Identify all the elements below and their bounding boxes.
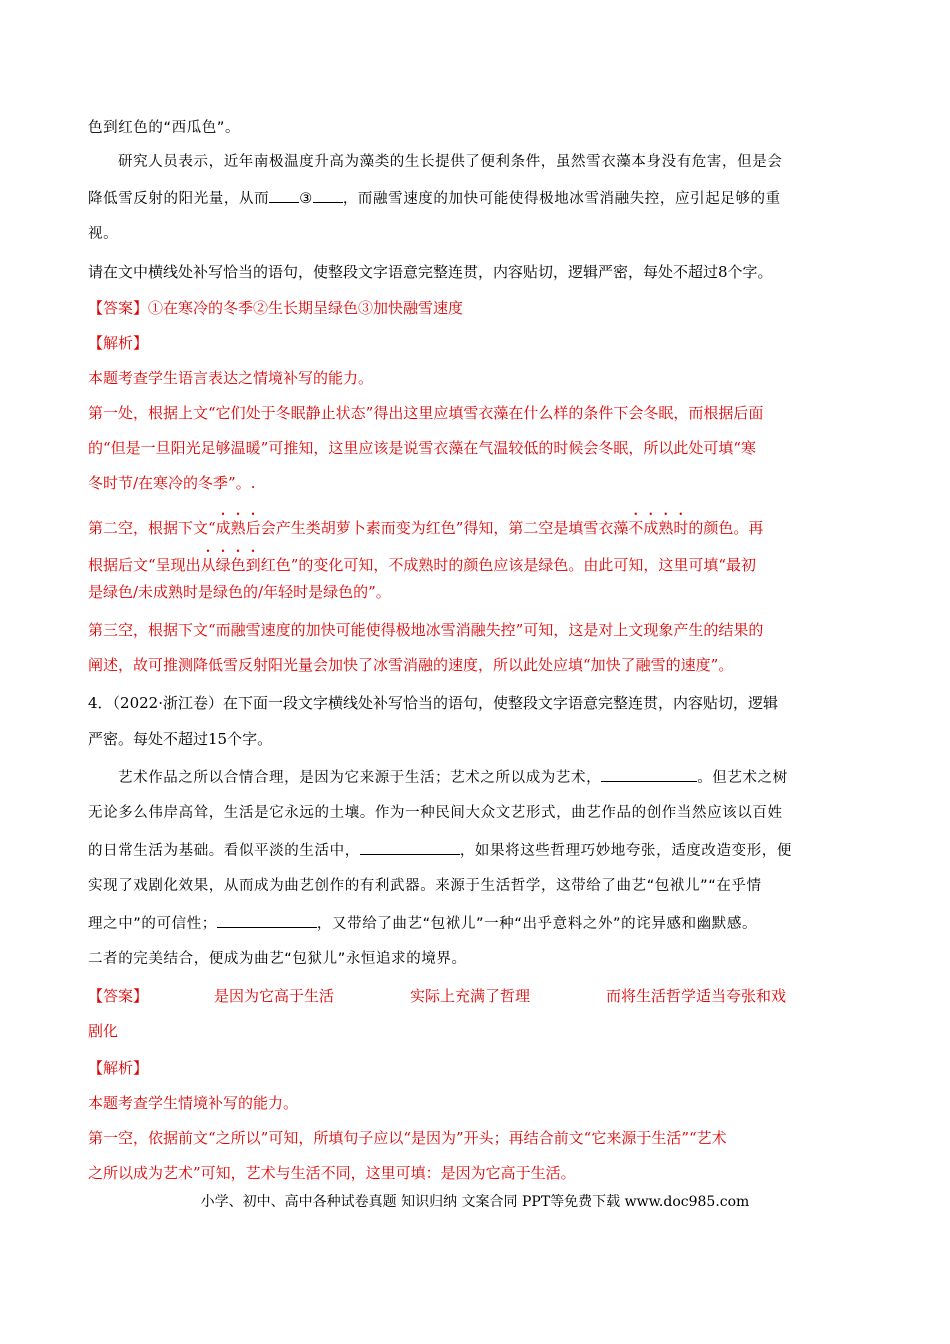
q4-para-line bbox=[88, 840, 792, 861]
analysis-line: 第一空，依据前文“之所以”可知，所填句子应以“是因为”开头；再结合前文“它来源于生活”“艺术 bbox=[88, 1129, 727, 1147]
analysis-line: 第三空，根据下文“而融雪速度的加快可能使得极地冰雪消融失控”可知，这是对上文现象产生的结果的 bbox=[88, 621, 764, 639]
q4-analysis-intro: 本题考查学生情境补写的能力。 bbox=[88, 1094, 299, 1112]
q4-answer-cont: 剧化 bbox=[88, 1022, 119, 1040]
emphasis-text: 成熟后 bbox=[215, 519, 261, 537]
emphasis-text: 从绿色到 bbox=[200, 556, 261, 574]
analysis-line: 的“但是一旦阳光足够温暖”可推知，这里应该是说雪衣藻在气温较低的时候会冬眠，所以此处可填“寒 bbox=[88, 439, 757, 457]
q3-analysis-tag: 【解析】 bbox=[88, 334, 149, 352]
answer-text: 是因为它高于生活 bbox=[214, 987, 335, 1005]
analysis-text: 第二空，根据下文“ bbox=[88, 519, 216, 537]
answer-tag: 【答案】 bbox=[88, 987, 149, 1005]
analysis-text: 红色”的变化可知，不成熟时的颜色应该是绿色。由此可知，这里可填“最初 bbox=[260, 556, 757, 574]
para-text: ，又带给了曲艺“包袱儿”一种“出乎意料之外”的诧异感和幽默感。 bbox=[316, 916, 758, 932]
blank-line bbox=[269, 188, 299, 203]
para-text: 艺术作品之所以合情合理，是因为它来源于生活；艺术之所以成为艺术， bbox=[118, 770, 602, 786]
answer-text: 实际上充满了哲理 bbox=[410, 987, 531, 1005]
q4-para-line: 无论多么伟岸高耸，生活是它永远的土壤。作为一种民间大众文艺形式，曲艺作品的创作当然应该以百姓 bbox=[88, 805, 783, 821]
analysis-line: 之所以成为艺术”可知，艺术与生活不同，这里可填：是因为它高于生活。 bbox=[88, 1164, 576, 1182]
blank-line bbox=[601, 767, 697, 782]
analysis-text: 的颜色。再 bbox=[688, 519, 764, 537]
para-line: 色到红色的“西瓜色”。 bbox=[88, 120, 241, 136]
analysis-line: 第一处，根据上文“它们处于冬眠静止状态”得出这里应填雪衣藻在什么样的条件下会冬眠，而根据后面 bbox=[88, 404, 764, 422]
para-line: 研究人员表示，近年南极温度升高为藻类的生长提供了便利条件，虽然雪衣藻本身没有危害，但是会 bbox=[118, 154, 783, 170]
q4-stem-line: 4．（2022·浙江卷）在下面一段文字横线处补写恰当的语句，使整段文字语意完整连贯，内容贴切，逻辑 bbox=[88, 694, 778, 712]
blank-line bbox=[313, 188, 343, 203]
para-text: 理之中”的可信性； bbox=[88, 916, 217, 932]
para-text: 降低雪反射的阳光量，从而 bbox=[88, 191, 270, 207]
para-text: ，如果将这些哲理巧妙地夸张，适度改造变形，便 bbox=[459, 843, 793, 859]
analysis-line: 阐述，故可推测降低雪反射阳光量会加快了冰雪消融的速度，所以此处应填“加快了融雪的速度”。 bbox=[88, 656, 734, 674]
para-text: 。但艺术之树 bbox=[697, 770, 788, 786]
analysis-line bbox=[88, 547, 756, 575]
answer-text: ①在寒冷的冬季②生长期呈绿色③加快融雪速度 bbox=[148, 299, 464, 317]
analysis-text: 会产生类胡萝卜素而变为红色”得知，第二空是填雪衣藻 bbox=[260, 519, 629, 537]
q4-stem-line: 严密。每处不超过15个字。 bbox=[88, 730, 273, 748]
para-line: 视。 bbox=[88, 226, 119, 242]
emphasis-text: 不成熟时 bbox=[628, 519, 689, 537]
page-footer: 小学、初中、高中各种试卷真题 知识归纳 文案合同 PPT等免费下载 www.doc985.com bbox=[200, 1194, 750, 1210]
analysis-line bbox=[88, 510, 763, 538]
answer-text: 而将生活哲学适当夸张和戏 bbox=[606, 987, 787, 1005]
blank-number: ③ bbox=[299, 191, 313, 207]
q4-para-line bbox=[118, 767, 788, 788]
para-text: ，而融雪速度的加快可能使得极地冰雪消融失控，应引起足够的重 bbox=[342, 191, 781, 207]
blank-line bbox=[217, 913, 317, 928]
analysis-line: 是绿色/未成熟时是绿色的/年轻时是绿色的”。 bbox=[88, 583, 391, 601]
q3-analysis-intro: 本题考查学生语言表达之情境补写的能力。 bbox=[88, 369, 374, 387]
q3-answer bbox=[88, 298, 463, 318]
analysis-line: 冬时节/在寒冷的冬季”。. bbox=[88, 474, 256, 492]
q4-para-line: 二者的完美结合，便成为曲艺“包狱儿”永恒追求的境界。 bbox=[88, 951, 467, 967]
q4-para-line bbox=[88, 913, 757, 934]
q3-instruction: 请在文中横线处补写恰当的语句，使整段文字语意完整连贯，内容贴切，逻辑严密，每处不超过8个字。 bbox=[88, 263, 773, 281]
analysis-text: 根据后文“呈现出 bbox=[88, 556, 201, 574]
answer-tag: 【答案】 bbox=[88, 299, 149, 317]
q4-analysis-tag: 【解析】 bbox=[88, 1059, 149, 1077]
blank-line bbox=[360, 840, 460, 855]
para-line bbox=[88, 188, 781, 209]
q4-answer bbox=[88, 986, 786, 1006]
para-text: 的日常生活为基础。看似平淡的生活中， bbox=[88, 843, 360, 859]
q4-para-line: 实现了戏剧化效果，从而成为曲艺创作的有利武器。来源于生活哲学，这带给了曲艺“包袱儿”“在乎情 bbox=[88, 878, 762, 894]
